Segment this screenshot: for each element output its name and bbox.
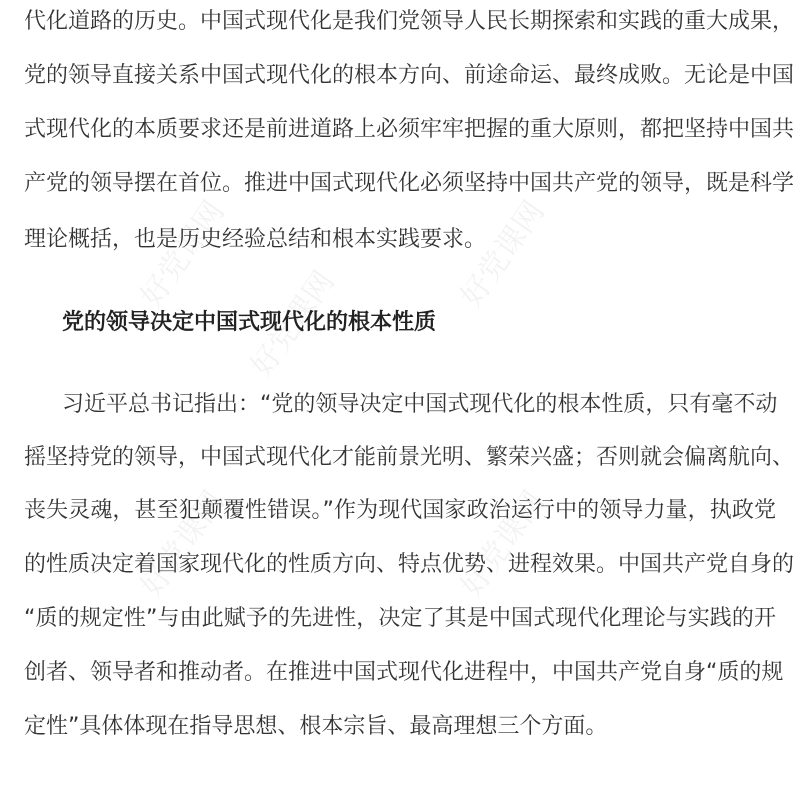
- text-line: 摇坚持党的领导，中国式现代化才能前景光明、繁荣兴盛；否则就会偏离航向、: [24, 445, 795, 470]
- section-heading: 党的领导决定中国式现代化的根本性质: [62, 310, 437, 335]
- watermark: 好党课网: [244, 264, 342, 384]
- text-line: 代化道路的历史。中国式现代化是我们党领导人民长期探索和实践的重大成果，: [24, 9, 795, 34]
- watermark: 好党课网: [134, 194, 232, 314]
- watermark: 好党课网: [134, 484, 232, 604]
- watermark: 好党课网: [454, 484, 552, 604]
- text-line: 习近平总书记指出：“党的领导决定中国式现代化的根本性质，只有毫不动: [62, 392, 778, 417]
- text-line: “质的规定性”与由此赋予的先进性，决定了其是中国式现代化理论与实践的开: [24, 606, 776, 631]
- text-line: 创者、领导者和推动者。在推进中国式现代化进程中，中国共产党自身“质的规: [24, 660, 784, 685]
- text-line: 的性质决定着国家现代化的性质方向、特点优势、进程效果。中国共产党自身的: [24, 552, 795, 577]
- watermark: 好党课网: [454, 194, 552, 314]
- text-line: 式现代化的本质要求还是前进道路上必须牢牢把握的重大原则，都把坚持中国共: [24, 117, 795, 142]
- text-line: 定性”具体体现在指导思想、根本宗旨、最高理想三个方面。: [24, 714, 608, 739]
- text-line: 产党的领导摆在首位。推进中国式现代化必须坚持中国共产党的领导，既是科学: [24, 171, 795, 196]
- text-line: 理论概括，也是历史经验总结和根本实践要求。: [24, 227, 487, 252]
- text-line: 丧失灵魂，甚至犯颠覆性错误。”作为现代国家政治运行中的领导力量，执政党: [24, 498, 776, 523]
- text-line: 党的领导直接关系中国式现代化的根本方向、前途命运、最终成败。无论是中国: [24, 63, 795, 88]
